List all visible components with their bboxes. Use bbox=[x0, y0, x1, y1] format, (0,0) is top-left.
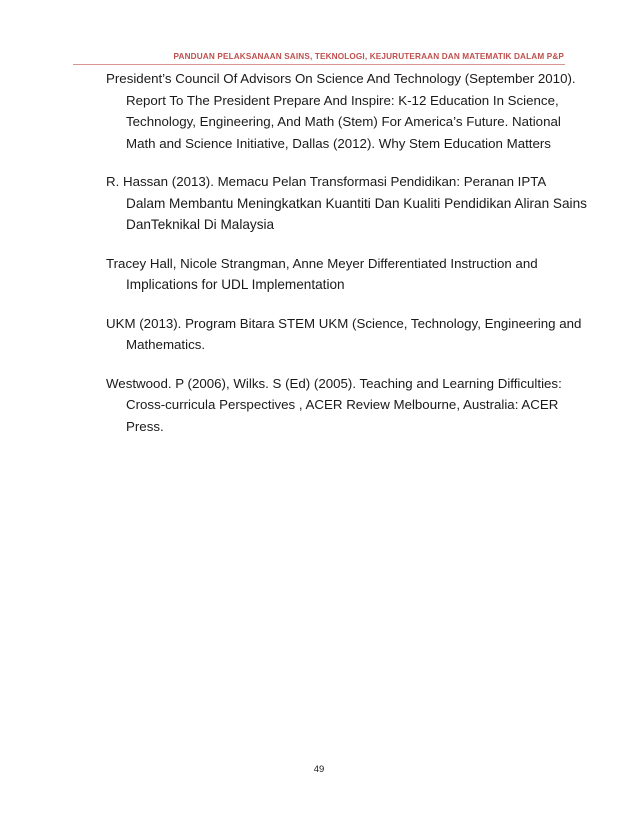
running-header-title: PANDUAN PELAKSANAAN SAINS, TEKNOLOGI, KEJURUTERAAN DAN MATEMATIK DALAM P&P bbox=[173, 52, 564, 61]
reference-entry bbox=[106, 171, 587, 236]
reference-entry bbox=[106, 253, 566, 296]
reference-entry bbox=[106, 313, 582, 356]
header-rule bbox=[73, 64, 565, 65]
reference-line: DanTeknikal Di Malaysia bbox=[126, 217, 275, 232]
reference-line: Press. bbox=[126, 418, 164, 434]
reference-line: Westwood. P (2006), Wilks. S (Ed) (2005). Teaching and Learning Difficulties: bbox=[106, 375, 562, 391]
reference-line: UKM (2013). Program Bitara STEM UKM (Science, Technology, Engineering and bbox=[106, 315, 582, 331]
reference-entry bbox=[106, 68, 576, 154]
page-number: 49 bbox=[313, 764, 325, 775]
reference-line: Technology, Engineering, And Math (Stem) For America’s Future. National bbox=[126, 114, 561, 129]
reference-line: Cross-curricula Perspectives , ACER Review Melbourne, Australia: ACER bbox=[126, 397, 559, 412]
reference-line: Dalam Membantu Meningkatkan Kuantiti Dan Kualiti Pendidikan Aliran Sains bbox=[126, 195, 587, 211]
reference-line: Implications for UDL Implementation bbox=[126, 277, 345, 292]
reference-list bbox=[106, 68, 587, 454]
reference-entry bbox=[106, 373, 566, 438]
reference-line: Report To The President Prepare And Inspire: K-12 Education In Science, bbox=[126, 92, 559, 108]
reference-line: Math and Science Initiative, Dallas (2012). Why Stem Education Matters bbox=[126, 135, 551, 151]
reference-line: Tracey Hall, Nicole Strangman, Anne Meyer Differentiated Instruction and bbox=[106, 255, 538, 271]
reference-line: President’s Council Of Advisors On Science And Technology (September 2010). bbox=[106, 71, 576, 86]
reference-line: Mathematics. bbox=[126, 337, 206, 352]
reference-line: R. Hassan (2013). Memacu Pelan Transformasi Pendidikan: Peranan IPTA bbox=[106, 174, 547, 189]
